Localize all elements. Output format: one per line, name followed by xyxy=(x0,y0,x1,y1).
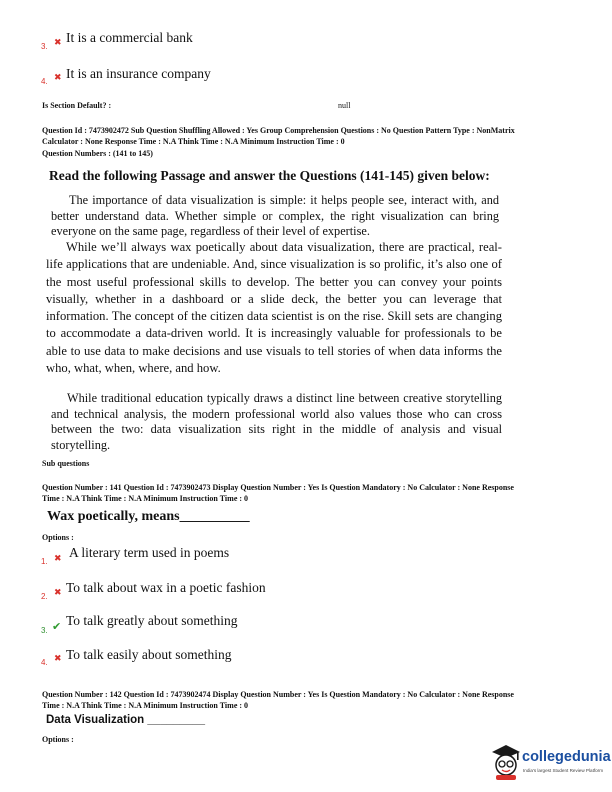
option-number: 4. xyxy=(41,658,48,667)
option-text: It is a commercial bank xyxy=(66,30,193,45)
option-text: To talk about wax in a poetic fashion xyxy=(66,580,266,595)
options-label: Options : xyxy=(42,533,74,542)
option-number: 1. xyxy=(41,557,48,566)
section-default-label: Is Section Default? : xyxy=(42,101,112,110)
passage-paragraph: The importance of data visualization is simple: it helps people see, interact with, and better understand data. Whether simple or complex, the right visualization can bring everyone on the same page, regardless of their level of expertise. xyxy=(51,193,499,238)
option-text: It is an insurance company xyxy=(66,66,211,81)
group-meta-line: Calculator : None Response Time : N.A Think Time : N.A Minimum Instruction Time : 0 xyxy=(42,137,345,146)
question-meta-line: Question Number : 142 Question Id : 7473902474 Display Question Number : Yes Is Question Mandatory : No Calculator : None Response xyxy=(42,690,514,699)
wrong-mark-icon: ✖ xyxy=(54,554,62,564)
option-number: 3. xyxy=(41,42,48,51)
option-text: To talk greatly about something xyxy=(66,613,238,628)
question-numbers: Question Numbers : (141 to 145) xyxy=(42,149,153,158)
option-text: A literary term used in poems xyxy=(69,545,230,560)
question-meta-line: Time : N.A Think Time : N.A Minimum Instruction Time : 0 xyxy=(42,701,249,710)
wrong-mark-icon: ✖ xyxy=(54,73,62,83)
passage-paragraph: While we’ll always wax poetically about data visualization, there are practical, real-life applications that are undeniable. And, since visualization is so prolific, it’s also one of the most useful professional skills to develop. The better you can convey your points visually, whether in a dashboard or a slide deck, the better you can leverage that information. The concept of the citizen data scientist is on the rise. Skill sets are changing to accommodate a data-driven world. It is increasingly valuable for professionals to be able to use data to make decisions and use visuals to tell stories of when data informs the who, what, when, where, and how. xyxy=(46,240,502,376)
wrong-mark-icon: ✖ xyxy=(54,588,62,598)
mascot-icon xyxy=(488,743,524,781)
question-title: Data Visualization _________ xyxy=(46,714,205,726)
section-default-value: null xyxy=(338,101,351,110)
passage-paragraph: While traditional education typically draws a distinct line between creative storytelling and technical analysis, the modern professional world also values those who can cross between the two: data visualization sits right in the middle of analysis and visual storytelling. xyxy=(51,391,502,452)
option-number: 2. xyxy=(41,592,48,601)
question-meta-line: Time : N.A Think Time : N.A Minimum Instruction Time : 0 xyxy=(42,494,249,503)
group-meta-line: Question Id : 7473902472 Sub Question Shuffling Allowed : Yes Group Comprehension Questions : No Question Pattern Type : NonMatrix xyxy=(42,126,515,135)
correct-check-icon: ✔ xyxy=(52,620,62,633)
options-label: Options : xyxy=(42,735,74,744)
question-title: Wax poetically, means__________ xyxy=(47,509,250,524)
option-text: To talk easily about something xyxy=(66,647,232,662)
logo-wordmark: collegedunia xyxy=(522,749,611,765)
option-number: 3. xyxy=(41,626,48,635)
logo-tagline: India's largest Student Review Platform xyxy=(523,768,604,773)
wrong-mark-icon: ✖ xyxy=(54,38,62,48)
passage-heading: Read the following Passage and answer the Questions (141-145) given below: xyxy=(49,168,490,183)
question-meta-line: Question Number : 141 Question Id : 7473902473 Display Question Number : Yes Is Question Mandatory : No Calculator : None Response xyxy=(42,483,514,492)
option-number: 4. xyxy=(41,77,48,86)
collegedunia-logo xyxy=(488,743,611,783)
sub-questions-label: Sub questions xyxy=(42,459,90,468)
wrong-mark-icon: ✖ xyxy=(54,654,62,664)
